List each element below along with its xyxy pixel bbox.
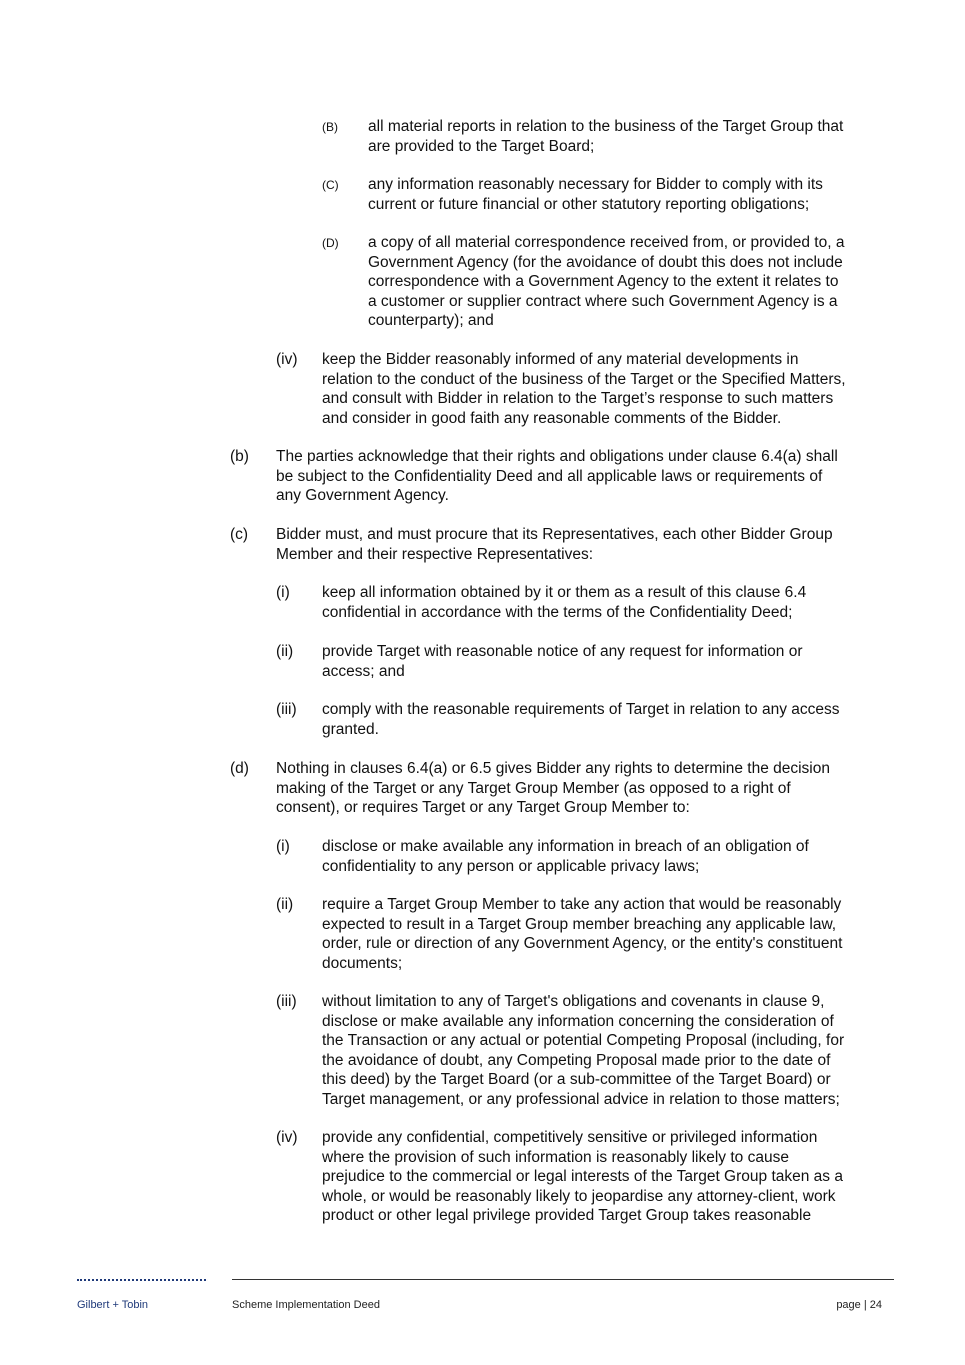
clause-label: (D) xyxy=(322,236,339,250)
clause-label: (ii) xyxy=(276,643,294,660)
clause-label: (iii) xyxy=(276,993,297,1010)
clause-label: (iv) xyxy=(276,351,298,368)
clause-text: disclose or make available any information in breach of an obligation of confidentiality to any person or applicable privacy laws; xyxy=(322,838,809,875)
clause-label: (b) xyxy=(230,448,249,465)
clause-text: any information reasonably necessary for Bidder to comply with its current or future financial or other statutory reporting obligations; xyxy=(368,176,823,213)
clause-text: without limitation to any of Target's obligations and covenants in clause 9, disclose or make available any information concerning the consideration of the Transaction or any actual or potential Competing Proposal (including, for the avoidance of doubt, any Competing Proposal made prior to the date of this deed) by the Target Board (or a sub-committee of the Target Board) or Target management, or any professional advice in relation to those matters; xyxy=(322,993,845,1108)
clause-label: (iii) xyxy=(276,701,297,718)
clause-label: (C) xyxy=(322,178,339,192)
clause-text: Bidder must, and must procure that its Representatives, each other Bidder Group Member and their respective Representatives: xyxy=(276,526,833,563)
clause-text: all material reports in relation to the business of the Target Group that are provided to the Target Board; xyxy=(368,118,844,155)
clause-text: Nothing in clauses 6.4(a) or 6.5 gives Bidder any rights to determine the decision making of the Target or any Target Group Member (as opposed to a right of consent), or requires Target or any Target Group Member to: xyxy=(276,760,830,816)
clause-text: The parties acknowledge that their rights and obligations under clause 6.4(a) shall be subject to the Confidentiality Deed and all applicable laws or requirements of any Government Agency. xyxy=(276,448,838,504)
clause-text: provide Target with reasonable notice of any request for information or access; and xyxy=(322,643,803,680)
clause-label: (i) xyxy=(276,838,290,855)
footer-document-title: Scheme Implementation Deed xyxy=(232,1299,380,1311)
clause-label: (d) xyxy=(230,760,249,777)
clause-text: require a Target Group Member to take any action that would be reasonably expected to result in a Target Group member breaching any applicable law, order, rule or direction of any Government Agency, or the entity's constituent documents; xyxy=(322,896,843,972)
clause-label: (B) xyxy=(322,120,338,134)
clause-label: (i) xyxy=(276,584,290,601)
clause-text: a copy of all material correspondence received from, or provided to, a Government Agency (for the avoidance of doubt this does not include correspondence with a Government Agency to the extent it relates to a customer or supplier contract where such Government Agency is a counterparty); and xyxy=(368,234,845,329)
footer-firm-name: Gilbert + Tobin xyxy=(77,1299,149,1311)
clause-label: (ii) xyxy=(276,896,294,913)
clause-text: keep all information obtained by it or them as a result of this clause 6.4 confidential in accordance with the terms of the Confidentiality Deed; xyxy=(322,584,807,621)
clause-label: (iv) xyxy=(276,1129,298,1146)
clause-text: keep the Bidder reasonably informed of any material developments in relation to the conduct of the business of the Target or the Specified Matters, and consult with Bidder in relation to the Target’s response to such matters and consider in good faith any reasonable comments of the Bidder. xyxy=(322,351,846,427)
clause-label: (c) xyxy=(230,526,249,543)
footer-page-number: page | 24 xyxy=(836,1299,882,1311)
footer-dotted-rule xyxy=(77,1279,206,1281)
clause-text: provide any confidential, competitively sensitive or privileged information where the provision of such information is reasonably likely to cause prejudice to the commercial or legal interests of the Target Group taken as a whole, or would be reasonably likely to jeopardise any attorney-client, work product or other legal privilege provided Target Group takes reasonable xyxy=(322,1129,843,1224)
footer-rule xyxy=(232,1279,894,1280)
clause-text: comply with the reasonable requirements of Target in relation to any access granted. xyxy=(322,701,840,738)
